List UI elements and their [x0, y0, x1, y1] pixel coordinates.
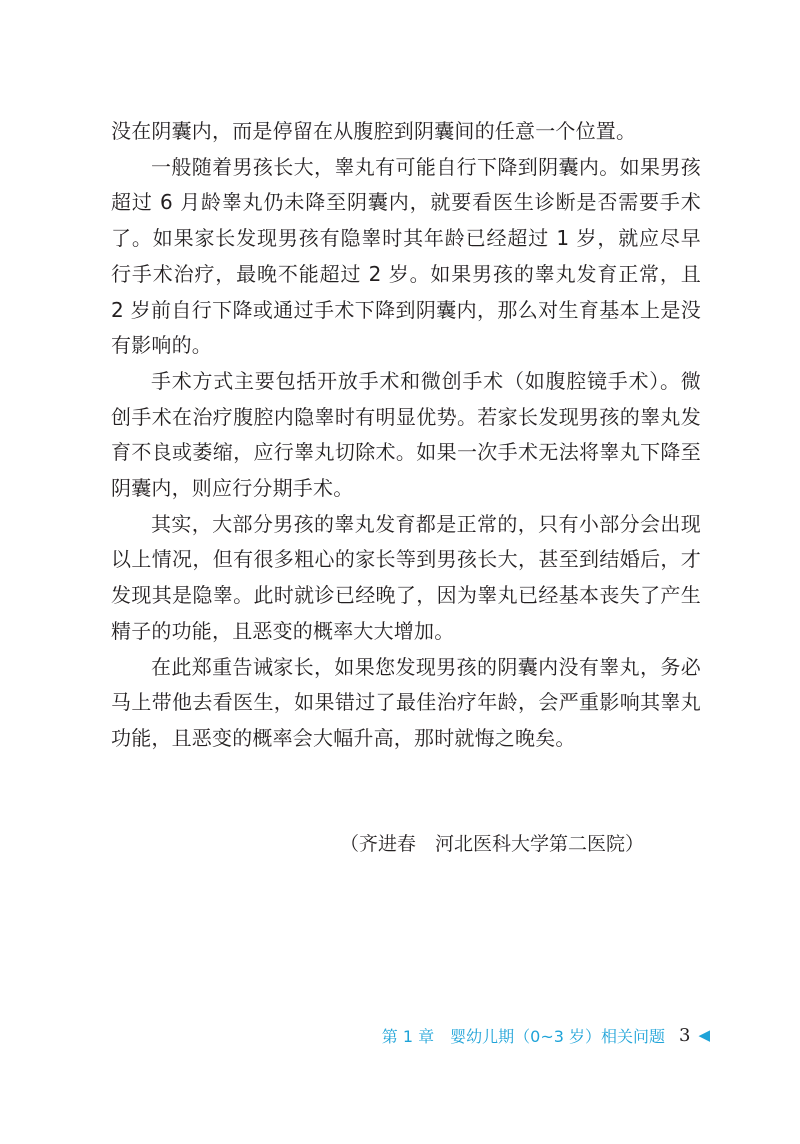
running-footer — [382, 1020, 710, 1050]
body-text — [111, 114, 701, 757]
chapter-title: 第 1 章 婴幼儿期（0~3 岁）相关问题 — [381, 1026, 665, 1046]
page-number: 3 — [679, 1024, 691, 1046]
paragraph-continuation: 没在阴囊内，而是停留在从腹腔到阴囊间的任意一个位置。 — [111, 119, 637, 143]
left-triangle-icon: ◀ — [698, 1026, 710, 1044]
paragraph-descent-timing: 一般随着男孩长大，睾丸有可能自行下降到阴囊内。如果男孩超过 6 月龄睾丸仍未降至阴囊内，就要看医生诊断是否需要手术了。如果家长发现男孩有隐睾时其年龄已经超过 1 岁，就应尽早行手术治疗，最晚不能超过 2 岁。如果男孩的睾丸发育正常，且 2 岁前自行下降或通过手术下降到阴囊内，那么对生育基本上是没有影响的。 — [111, 154, 701, 358]
paragraph-advice: 在此郑重告诫家长，如果您发现男孩的阴囊内没有睾丸，务必马上带他去看医生，如果错过了最佳治疗年龄，会严重影响其睾丸功能，且恶变的概率会大幅升高，那时就悔之晚矣。 — [111, 654, 701, 750]
paragraph-late-discovery: 其实，大部分男孩的睾丸发育都是正常的，只有小部分会出现以上情况，但有很多粗心的家长等到男孩长大，甚至到结婚后，才发现其是隐睾。此时就诊已经晚了，因为睾丸已经基本丧失了产生精子的功能，且恶变的概率大大增加。 — [111, 511, 701, 643]
paragraph-surgery-methods: 手术方式主要包括开放手术和微创手术（如腹腔镜手术）。微创手术在治疗腹腔内隐睾时有明显优势。若家长发现男孩的睾丸发育不良或萎缩，应行睾丸切除术。如果一次手术无法将睾丸下降至阴囊内，则应行分期手术。 — [111, 368, 701, 501]
author-signature: （齐进春 河北医科大学第二医院） — [340, 833, 645, 855]
